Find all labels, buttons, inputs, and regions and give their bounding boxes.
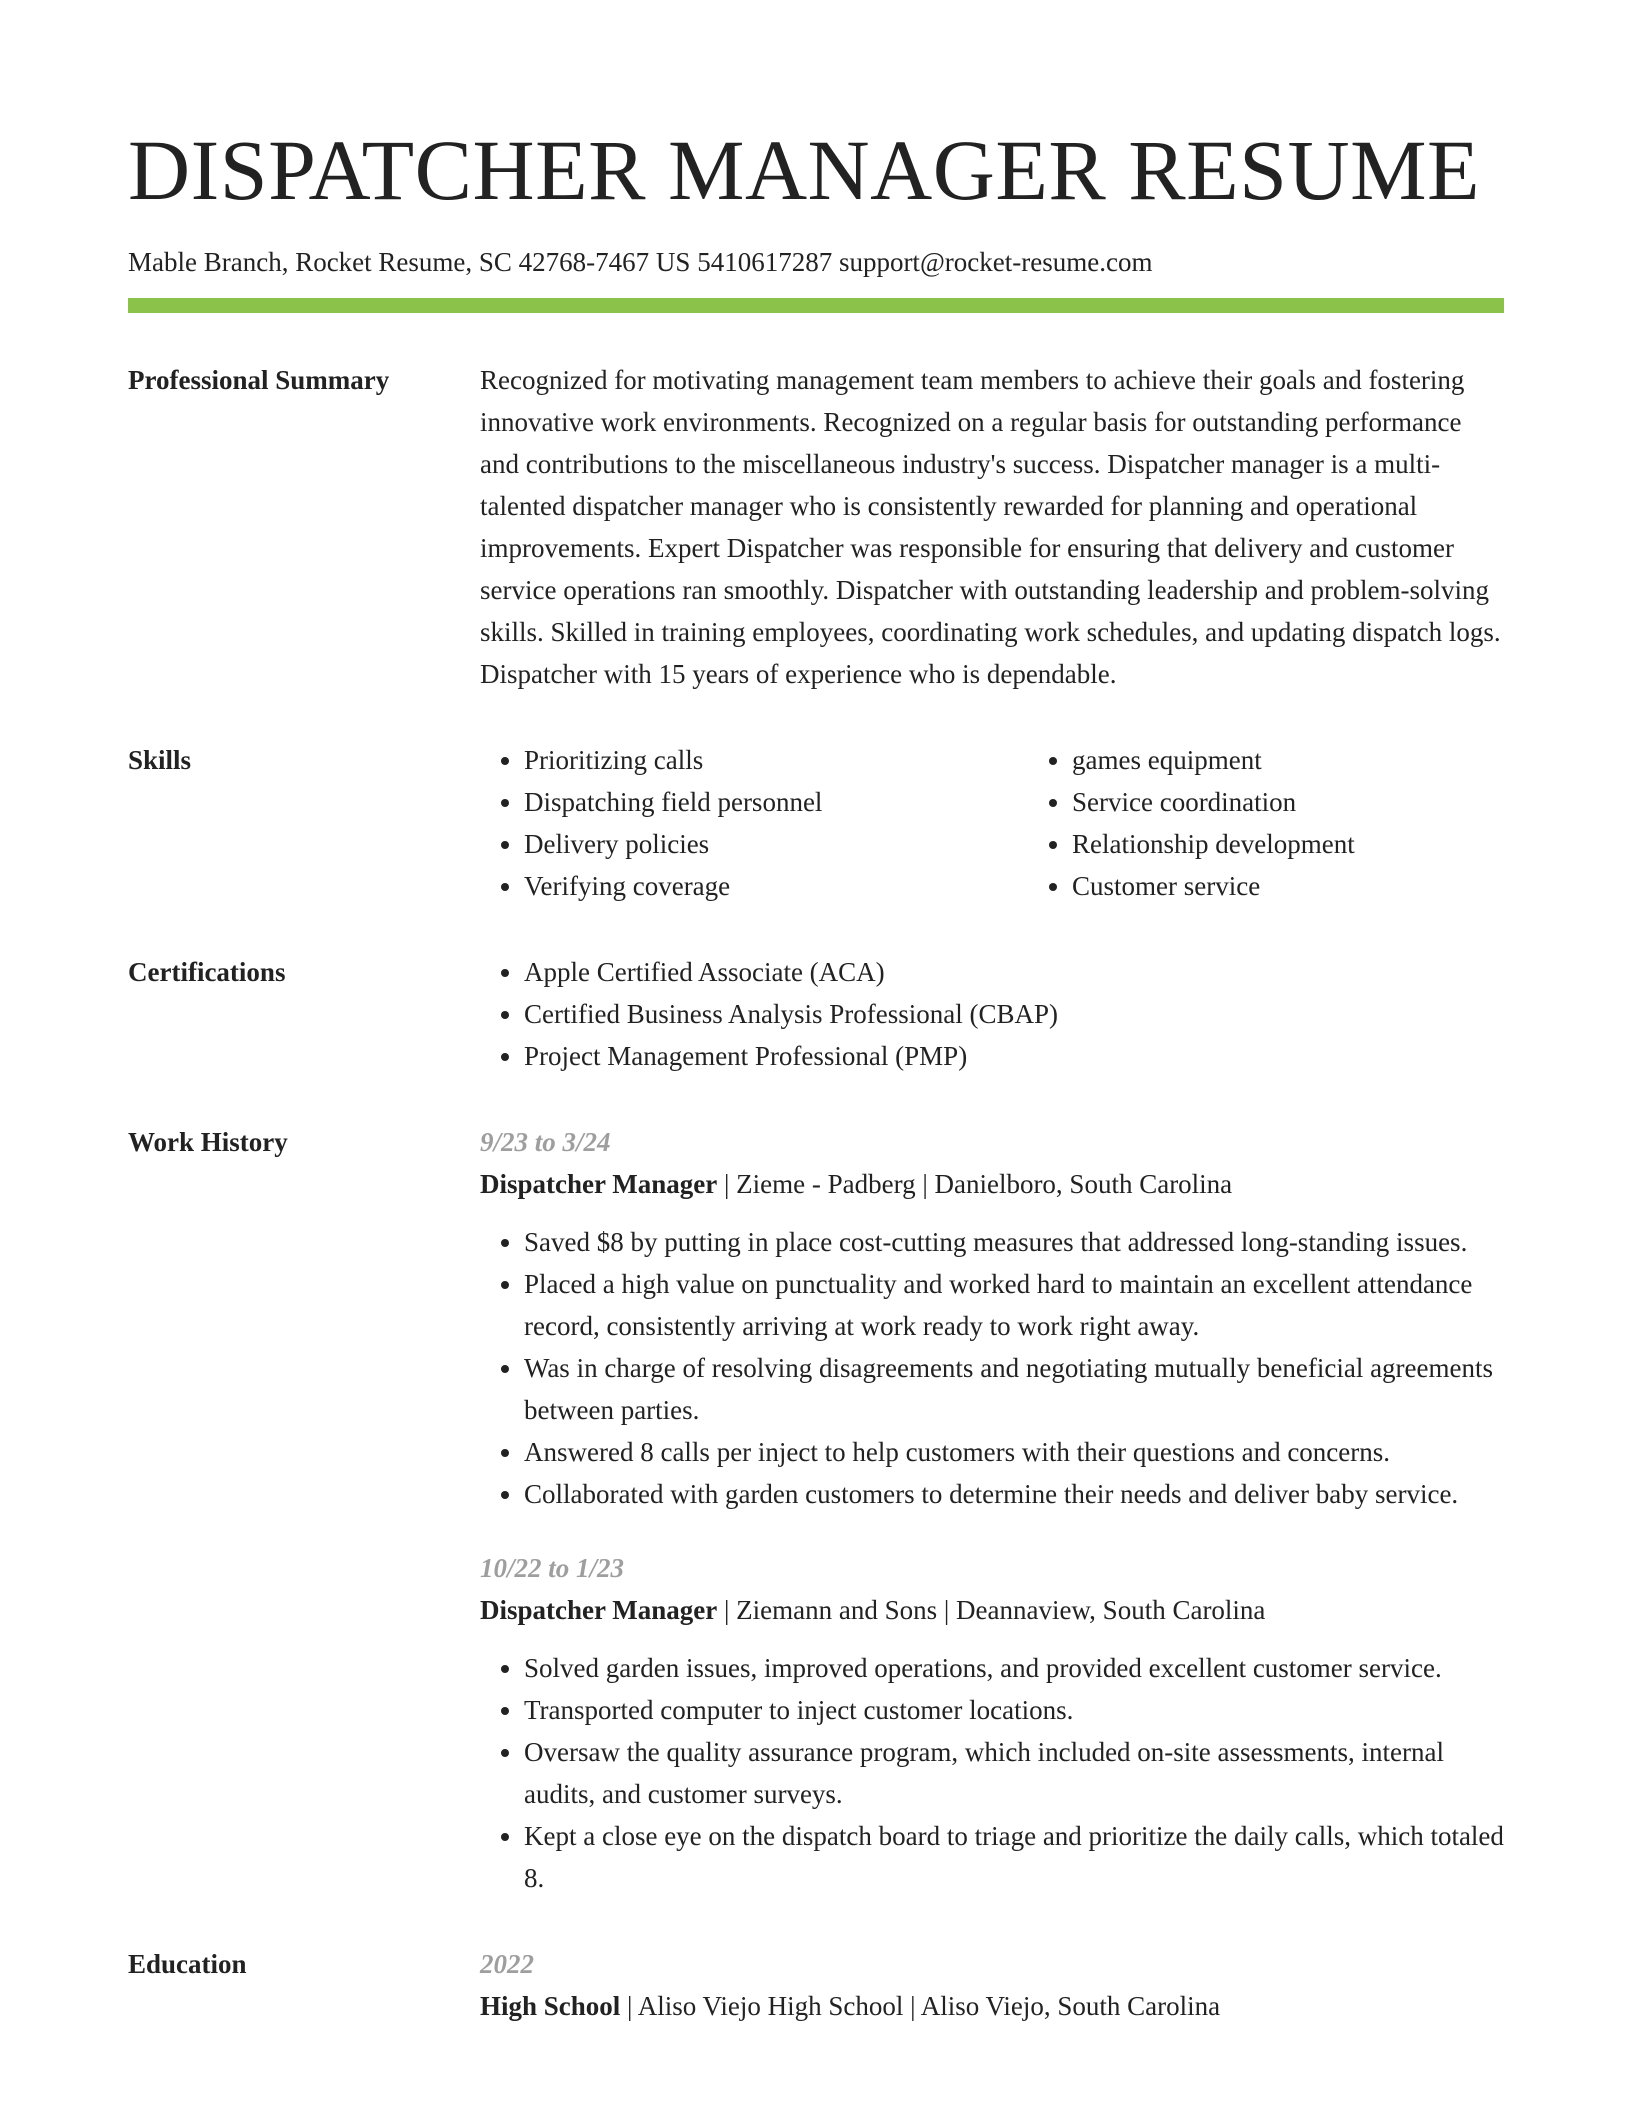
certification-item: • Apple Certified Associate (ACA): [524, 951, 1504, 993]
certifications-heading: Certifications: [128, 957, 286, 987]
job-bullet: • Kept a close eye on the dispatch board to triage and prioritize the daily calls, which totaled 8.: [524, 1815, 1504, 1899]
job-bullet: • Answered 8 calls per inject to help customers with their questions and concerns.: [524, 1431, 1504, 1473]
skill-item: • games equipment: [1072, 739, 1355, 781]
job-bullet: • Placed a high value on punctuality and worked hard to maintain an excellent attendance record, consistently arriving at work ready to work right away.: [524, 1263, 1504, 1347]
education-heading: Education: [128, 1949, 247, 1979]
job-employer-location: | Zieme - Padberg | Danielboro, South Carolina: [717, 1169, 1233, 1199]
job-bullets: [480, 1647, 1504, 1899]
skills-section: [128, 739, 1504, 907]
job-entry: [480, 1121, 1504, 1515]
work-history-heading: Work History: [128, 1127, 288, 1157]
job-bullet: • Collaborated with garden customers to determine their needs and deliver baby service.: [524, 1473, 1504, 1515]
education-section: [128, 1943, 1504, 2027]
summary-section: [128, 359, 1504, 695]
resume-title: DISPATCHER MANAGER RESUME: [128, 122, 1481, 218]
job-bullets: [480, 1221, 1504, 1515]
job-dates: 9/23 to 3/24: [480, 1127, 611, 1157]
certification-item: • Project Management Professional (PMP): [524, 1035, 1504, 1077]
skills-list-left: [480, 739, 1028, 907]
skills-list-right: [1028, 739, 1355, 907]
work-history-section: [128, 1121, 1504, 1899]
skill-item: • Customer service: [1072, 865, 1355, 907]
certification-item: • Certified Business Analysis Professional (CBAP): [524, 993, 1504, 1035]
contact-line: Mable Branch, Rocket Resume, SC 42768-7467 US 5410617287 support@rocket-resume.com: [128, 247, 1153, 277]
job-bullet: • Solved garden issues, improved operations, and provided excellent customer service.: [524, 1647, 1504, 1689]
job-bullet: • Transported computer to inject customer locations.: [524, 1689, 1504, 1731]
education-school-location: | Aliso Viejo High School | Aliso Viejo, South Carolina: [620, 1991, 1221, 2021]
job-employer-location: | Ziemann and Sons | Deannaview, South Carolina: [717, 1595, 1266, 1625]
accent-divider: [128, 298, 1504, 313]
certifications-list: [480, 951, 1504, 1077]
job-entry: [480, 1547, 1504, 1899]
job-title: Dispatcher Manager: [480, 1169, 718, 1199]
skill-item: • Service coordination: [1072, 781, 1355, 823]
skill-item: • Delivery policies: [524, 823, 1028, 865]
job-header: [480, 1589, 1504, 1631]
skill-item: • Dispatching field personnel: [524, 781, 1028, 823]
job-bullet: • Oversaw the quality assurance program, which included on-site assessments, internal audits, and customer surveys.: [524, 1731, 1504, 1815]
resume-page: [128, 0, 1504, 2027]
job-bullet: • Was in charge of resolving disagreements and negotiating mutually beneficial agreements between parties.: [524, 1347, 1504, 1431]
education-degree: High School: [480, 1991, 621, 2021]
education-header: [480, 1985, 1504, 2027]
job-header: [480, 1163, 1504, 1205]
certifications-section: [128, 951, 1504, 1077]
job-bullet: • Saved $8 by putting in place cost-cutting measures that addressed long-standing issues.: [524, 1221, 1504, 1263]
skill-item: • Prioritizing calls: [524, 739, 1028, 781]
job-title: Dispatcher Manager: [480, 1595, 718, 1625]
skill-item: • Verifying coverage: [524, 865, 1028, 907]
skill-item: • Relationship development: [1072, 823, 1355, 865]
summary-text: Recognized for motivating management team members to achieve their goals and fostering innovative work environments. Recognized on a regular basis for outstanding performance and contributions to the miscellaneous industry's success. Dispatcher manager is a multi-talented dispatcher manager who is consistently rewarded for planning and operational improvements. Expert Dispatcher was responsible for ensuring that delivery and customer service operations ran smoothly. Dispatcher with outstanding leadership and problem-solving skills. Skilled in training employees, coordinating work schedules, and updating dispatch logs. Dispatcher with 15 years of experience who is dependable.: [480, 365, 1501, 689]
skills-heading: Skills: [128, 745, 192, 775]
job-dates: 10/22 to 1/23: [480, 1553, 625, 1583]
summary-heading: Professional Summary: [128, 365, 390, 395]
education-dates: 2022: [480, 1949, 534, 1979]
